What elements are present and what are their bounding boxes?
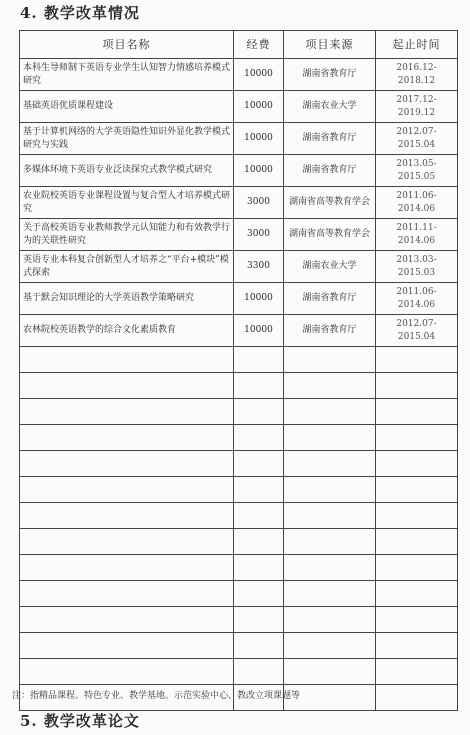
empty-table-row [20,529,458,555]
empty-table-row [20,555,458,581]
empty-cell [376,685,458,711]
empty-cell [234,477,284,503]
table-header-row [20,31,458,59]
table-row [20,59,458,91]
empty-table-row [20,477,458,503]
table-row [20,219,458,251]
empty-cell [376,373,458,399]
empty-cell [376,399,458,425]
period-cell [376,123,458,155]
teaching-reform-table [19,30,458,711]
empty-cell [376,477,458,503]
source-cell: 湖南省教育厅 [284,283,376,315]
period-end: 2014.06 [397,235,436,246]
empty-cell [376,607,458,633]
table-body [20,59,458,711]
period-cell [376,219,458,251]
period-end: 2014.06 [397,203,436,214]
empty-cell [284,347,376,373]
empty-cell [20,399,234,425]
period-cell [376,91,458,123]
header-source: 项目来源 [284,31,376,59]
table-row [20,91,458,123]
fund-cell: 10000 [234,283,284,315]
header-fund: 经费 [234,31,284,59]
empty-table-row [20,633,458,659]
project-name-cell: 基础英语优质课程建设 [20,91,234,123]
table-row [20,251,458,283]
empty-cell [234,425,284,451]
fund-cell: 10000 [234,123,284,155]
period-start: 2016.12- [396,62,437,73]
empty-cell [20,477,234,503]
empty-cell [20,607,234,633]
empty-cell [284,659,376,685]
empty-cell [284,503,376,529]
empty-cell [284,451,376,477]
period-start: 2012.07- [396,126,437,137]
section-4-title: 4. 教学改革情况 [20,4,140,22]
empty-cell [284,373,376,399]
empty-cell [234,399,284,425]
period-cell [376,187,458,219]
project-name-cell: 农业院校英语专业课程设置与复合型人才培养模式研究 [20,187,234,219]
empty-cell [376,425,458,451]
empty-table-row [20,347,458,373]
empty-table-row [20,399,458,425]
empty-cell [376,581,458,607]
period-cell [376,315,458,347]
project-name-cell: 基于计算机网络的大学英语隐性知识外显化教学模式研究与实践 [20,123,234,155]
project-name-cell: 关于高校英语专业教师教学元认知能力和有效教学行为的关联性研究 [20,219,234,251]
empty-table-row [20,659,458,685]
empty-cell [376,503,458,529]
period-start: 2013.03- [396,254,437,265]
period-end: 2015.04 [397,331,436,342]
empty-cell [376,659,458,685]
fund-cell: 10000 [234,59,284,91]
empty-cell [376,347,458,373]
source-cell: 湖南省教育厅 [284,123,376,155]
empty-cell [284,633,376,659]
project-name-cell: 基于默会知识理论的大学英语教学策略研究 [20,283,234,315]
empty-table-row [20,503,458,529]
period-cell [376,59,458,91]
table-row [20,315,458,347]
empty-cell [376,529,458,555]
empty-cell [20,555,234,581]
fund-cell: 3000 [234,219,284,251]
empty-cell [234,373,284,399]
period-start: 2011.11- [396,222,437,233]
empty-table-row [20,373,458,399]
empty-table-row [20,581,458,607]
empty-cell [234,503,284,529]
fund-cell: 10000 [234,155,284,187]
period-end: 2015.04 [397,139,436,150]
source-cell: 湖南省教育厅 [284,59,376,91]
source-cell: 湖南省高等教育学会 [284,187,376,219]
fund-cell: 10000 [234,91,284,123]
footnote: 注：指精品课程、特色专业、教学基地、示范实验中心、教改立项课题等 [12,691,301,701]
source-cell: 湖南农业大学 [284,251,376,283]
source-cell: 湖南省教育厅 [284,155,376,187]
period-cell [376,251,458,283]
section-5-title: 5. 教学改革论文 [20,712,140,730]
period-end: 2015.03 [397,267,436,278]
empty-table-row [20,607,458,633]
project-name-cell: 英语专业本科复合创新型人才培养之“平台+模块”模式探索 [20,251,234,283]
empty-cell [284,425,376,451]
empty-cell [20,503,234,529]
empty-cell [234,581,284,607]
period-cell [376,155,458,187]
empty-cell [20,373,234,399]
fund-cell: 3300 [234,251,284,283]
period-end: 2019.12 [397,107,436,118]
empty-cell [20,529,234,555]
empty-cell [284,399,376,425]
fund-cell: 10000 [234,315,284,347]
fund-cell: 3000 [234,187,284,219]
empty-cell [234,451,284,477]
empty-cell [284,555,376,581]
table-row [20,123,458,155]
empty-cell [376,451,458,477]
table-row [20,187,458,219]
empty-cell [376,633,458,659]
source-cell: 湖南省高等教育学会 [284,219,376,251]
empty-cell [284,529,376,555]
header-period: 起止时间 [376,31,458,59]
period-start: 2011.06- [396,190,437,201]
period-end: 2014.06 [397,299,436,310]
empty-table-row [20,451,458,477]
empty-cell [234,607,284,633]
empty-cell [234,555,284,581]
period-start: 2011.06- [396,286,437,297]
source-cell: 湖南农业大学 [284,91,376,123]
period-start: 2013.05- [396,158,437,169]
empty-cell [20,425,234,451]
empty-cell [20,451,234,477]
project-name-cell: 本科生导师制下英语专业学生认知智力情感培养模式研究 [20,59,234,91]
empty-cell [20,633,234,659]
empty-cell [376,555,458,581]
empty-table-row [20,425,458,451]
table-row [20,283,458,315]
empty-cell [284,607,376,633]
period-end: 2015.05 [397,171,436,182]
project-name-cell: 多媒体环境下英语专业泛读探究式教学模式研究 [20,155,234,187]
empty-cell [234,347,284,373]
project-name-cell: 农林院校英语教学的综合文化素质教育 [20,315,234,347]
empty-cell [284,477,376,503]
empty-cell [20,659,234,685]
empty-cell [20,347,234,373]
header-project-name: 项目名称 [20,31,234,59]
empty-cell [284,581,376,607]
empty-cell [234,633,284,659]
empty-cell [234,529,284,555]
period-cell [376,283,458,315]
empty-cell [234,659,284,685]
empty-cell [20,581,234,607]
period-end: 2018.12 [397,75,436,86]
period-start: 2012.07- [396,318,437,329]
source-cell: 湖南省教育厅 [284,315,376,347]
period-start: 2017.12- [396,94,437,105]
table-row [20,155,458,187]
